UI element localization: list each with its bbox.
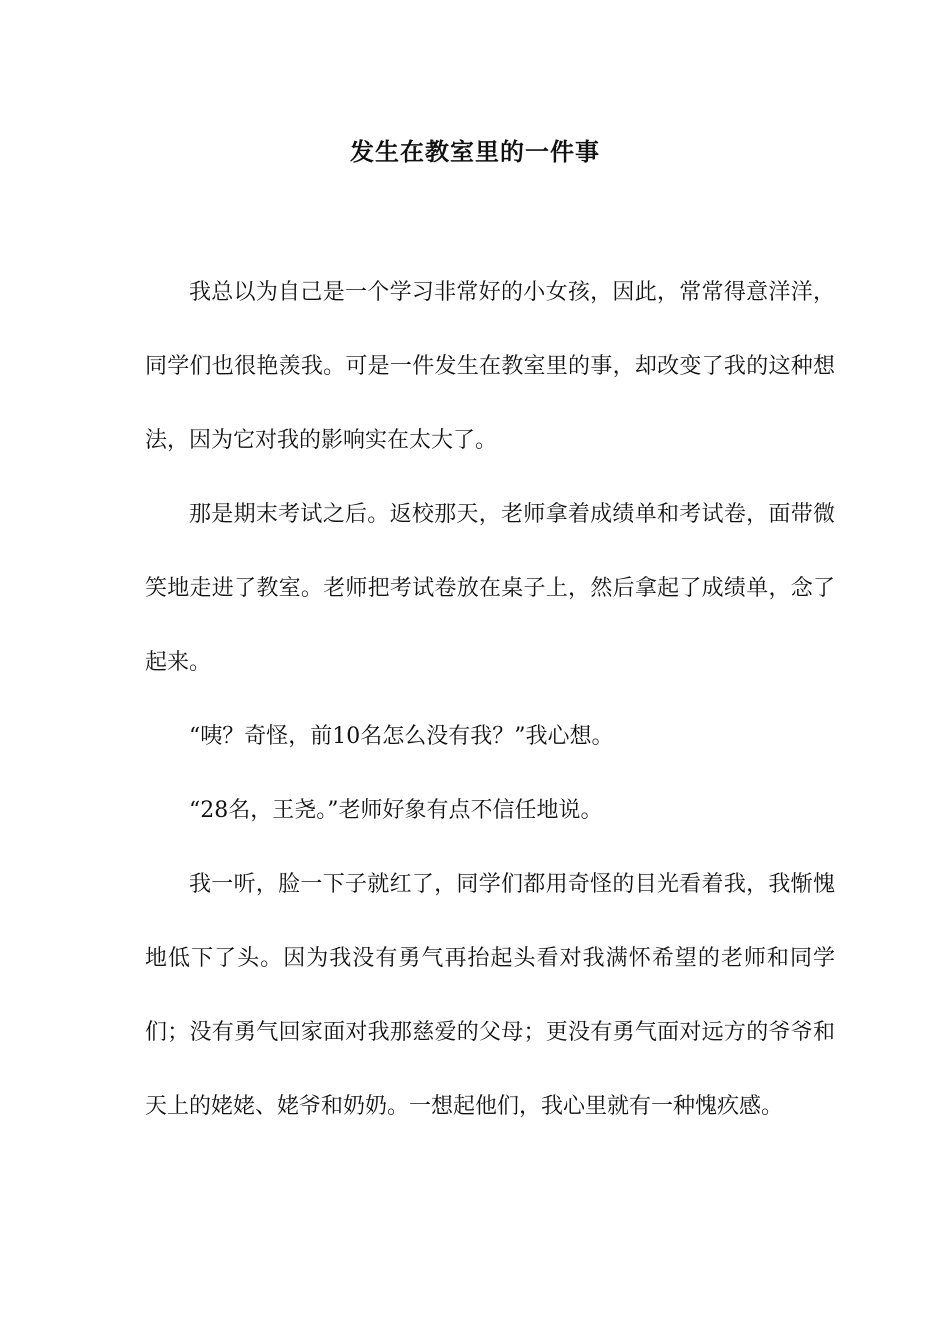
document-title: 发生在教室里的一件事 <box>350 138 600 166</box>
paragraph-3: “咦？奇怪，前10名怎么没有我？”我心想。 <box>189 724 614 749</box>
paragraph-2: 那是期末考试之后。返校那天，老师拿着成绩单和考试卷，面带微笑地走进了教室。老师把考试卷放在桌子上，然后拿起了成绩单，念了起来。 <box>145 502 835 675</box>
paragraph-4: “28名，王尧。”老师好象有点不信任地说。 <box>189 798 603 823</box>
document-body <box>145 256 835 1144</box>
paragraph-5: 我一听，脸一下子就红了，同学们都用奇怪的目光看着我，我惭愧地低下了头。因为我没有勇气再抬起头看对我满怀希望的老师和同学们；没有勇气回家面对我那慈爱的父母；更没有勇气面对远方的爷爷和天上的姥姥、姥爷和奶奶。一想起他们，我心里就有一种愧疚感。 <box>145 872 835 1119</box>
paragraph-1: 我总以为自己是一个学习非常好的小女孩，因此，常常得意洋洋，同学们也很艳羡我。可是一件发生在教室里的事，却改变了我的这种想法，因为它对我的影响实在太大了。 <box>145 280 835 453</box>
